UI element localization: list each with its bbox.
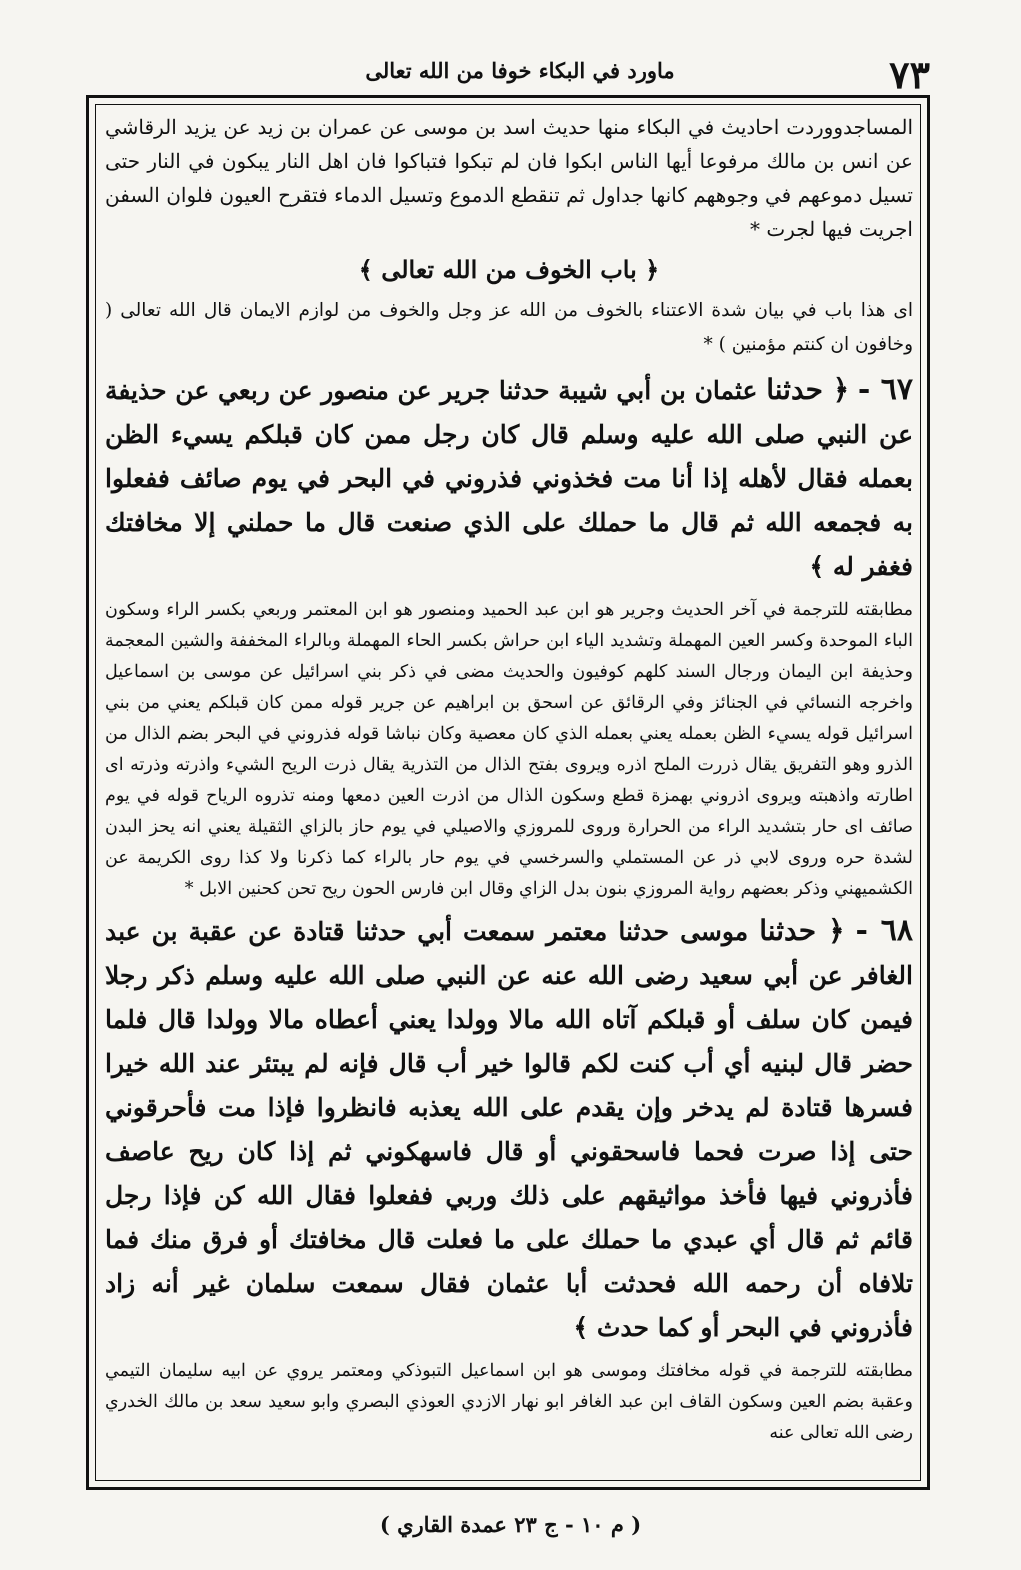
page-header [120,50,930,100]
hadith-68-text: موسى حدثنا معتمر سمعت أبي حدثنا قتادة عن عقبة بن عبد الغافر عن أبي سعيد رضى الله عنه عن النبي صلى الله عليه وسلم ذكر رجلا فيمن كان سلف أو قبلكم آتاه الله مالا وولدا يعني أعطاه مالا وولدا قال فلما حضر قال لبنيه أي أب كنت لكم قالوا خير أب قال فإنه لم يبتئر عند الله خيرا فسرها قتادة لم يدخر وإن يقدم على الله يعذبه فانظروا فإذا مت فأحرقوني حتى إذا صرت فحما فاسحقوني أو قال فاسهكوني ثم إذا كان ريح عاصف فأذروني فيها فأخذ مواثيقهم على ذلك وربي ففعلوا فقال الله كن فإذا رجل قائم ثم قال أي عبدي ما حملك على ما فعلت قال مخافتك أو فرق منك فما تلافاه أن رحمه الله فحدثت أبا عثمان فقال سمعت سلمان غير أنه زاد فأذروني في البحر أو كما حدث ﴾ [105,917,913,1342]
hadith-67-haddathana: ﴿ حدثنا [766,373,850,406]
hadith-68-haddathana: ﴿ حدثنا [759,914,845,947]
page-footer: ( م ١٠ - ج ٢٣ عمدة القاري ) [379,1512,642,1537]
hadith-67 [105,368,913,589]
hadith-67-number: ٦٧ - [857,372,913,407]
page-content [105,110,913,1480]
intro-paragraph: المساجدووردت احاديث في البكاء منها حديث اسد بن موسى عن عمران بن زيد عن يزيد الرقاشي عن انس بن مالك مرفوعا أيها الناس ابكوا فان لم تبكوا فتباكوا فان اهل النار يبكون في النار حتى تسيل دموعهم في وجوههم كانها جداول ثم تنقطع الدموع وتسيل الدماء فتقرح العيون فلوان السفن اجريت فيها لجرت * [105,115,913,241]
hadith-67-text: عثمان بن أبي شيبة حدثنا جرير عن منصور عن ربعي عن حذيفة عن النبي صلى الله عليه وسلم قال كان رجل ممن كان قبلكم يسيء الظن بعمله فقال لأهله إذا أنا مت فخذوني فذروني في البحر في يوم صائف ففعلوا به فجمعه الله ثم قال ما حملك على الذي صنعت قال ما حملني إلا مخافتك فغفر له ﴾ [105,376,913,581]
hadith-68-commentary: مطابقته للترجمة في قوله مخافتك وموسى هو ابن اسماعيل التبوذكي ومعتمر يروي عن ابيه سليمان التيمي وعقبة بضم العين وسكون القاف ابن عبد الغافر ابو نهار الازدي العوذي البصري وابو سعيد سعد بن مالك الخدري رضى الله تعالى عنه [105,1361,913,1443]
chapter-intro: اى هذا باب في بيان شدة الاعتناء بالخوف من الله عز وجل والخوف من لوازم الايمان قال الله تعالى ( وخافون ان كنتم مؤمنين ) * [105,300,913,355]
running-title: ماورد في البكاء خوفا من الله تعالى [365,58,675,83]
chapter-title: ﴿ باب الخوف من الله تعالى ﴾ [358,255,660,284]
hadith-68-number: ٦٨ - [855,913,913,948]
page-number: ٧٣ [889,52,930,97]
hadith-67-commentary: مطابقته للترجمة في آخر الحديث وجرير هو ابن عبد الحميد ومنصور هو ابن المعتمر وربعي بكسر الراء وسكون الباء الموحدة وكسر العين المهملة وتشديد الياء ابن حراش بكسر الحاء المهملة وبالراء المخففة والشين المعجمة وحذيفة ابن اليمان ورجال السند كلهم كوفيون والحديث مضى في ذكر بني اسرائيل عن موسى بن اسماعيل واخرجه النسائي في الجنائز وفي الرقائق عن اسحق بن ابراهيم عن جرير قوله ممن كان قبلكم يعني من بني اسرائيل قوله يسيء الظن بعمله يعني بعمله الذي كان معصية وكان نباشا قوله فذروني في البحر بضم الذال من الذرو وهو التفريق يقال ذررت الملح اذره ويروى بفتح الذال من التذرية يقال ذرت الريح الشيء واذرته وذرته اى اطارته واذهبته ويروى اذروني بهمزة قطع وسكون الذال من اذرت العين دمعها ومنه تذروه الرياح قوله في يوم صائف اى حار بتشديد الراء من الحرارة وروى للمروزي والاصيلي في يوم حاز بالزاي الثقيلة يعني انه يحز البدن لشدة حره وروى لابي ذر عن المستملي والسرخسي في يوم حار بالراء كما ذكرنا ولا كذا روى الكريمة عن الكشميهني وذكر بعضهم رواية المروزي بنون بدل الزاي وقال ابن فارس الحون ريح تحن كحنين الابل * [105,600,913,899]
hadith-68 [105,909,913,1350]
